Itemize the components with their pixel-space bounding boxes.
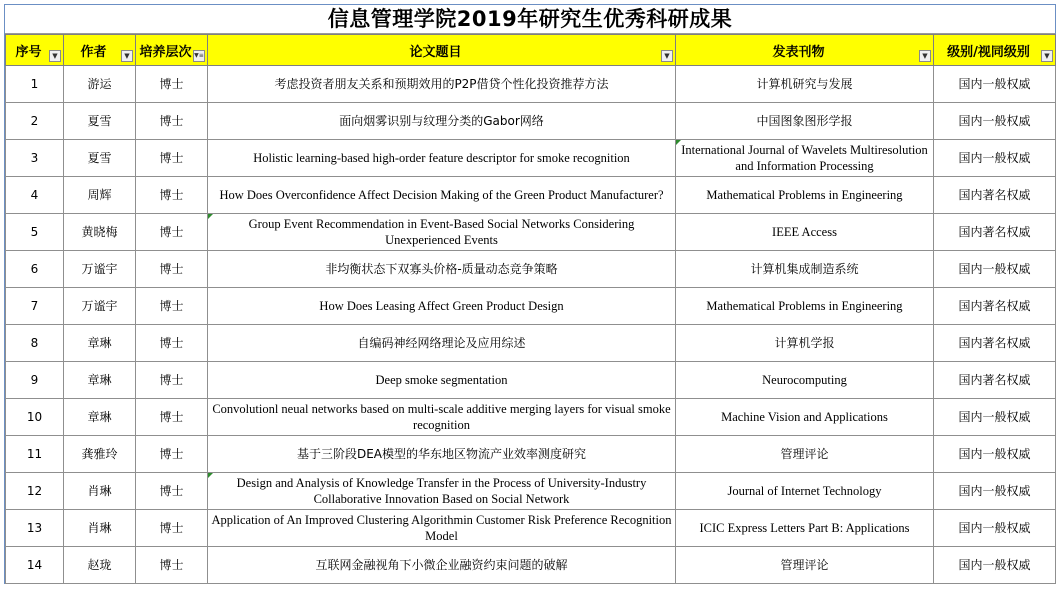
cell-journal[interactable]: International Journal of Wavelets Multiresolution and Information Processing bbox=[676, 140, 934, 177]
table-row bbox=[6, 214, 1056, 251]
cell-author[interactable]: 周辉 bbox=[64, 177, 136, 214]
cell-author[interactable]: 肖琳 bbox=[64, 510, 136, 547]
cell-title[interactable]: Group Event Recommendation in Event-Based Social Networks Considering Unexperienced Events bbox=[208, 214, 676, 251]
cell-no[interactable]: 3 bbox=[6, 140, 64, 177]
cell-title[interactable]: 面向烟雾识别与纹理分类的Gabor网络 bbox=[208, 103, 676, 140]
table-row bbox=[6, 103, 1056, 140]
cell-author[interactable]: 夏雪 bbox=[64, 140, 136, 177]
cell-no[interactable]: 4 bbox=[6, 177, 64, 214]
cell-level[interactable]: 博士 bbox=[136, 473, 208, 510]
cell-grade[interactable]: 国内著名权威 bbox=[934, 362, 1056, 399]
cell-journal[interactable]: 管理评论 bbox=[676, 547, 934, 584]
cell-no[interactable]: 10 bbox=[6, 399, 64, 436]
cell-level[interactable]: 博士 bbox=[136, 103, 208, 140]
table-row bbox=[6, 140, 1056, 177]
cell-author[interactable]: 黄晓梅 bbox=[64, 214, 136, 251]
cell-title[interactable]: Deep smoke segmentation bbox=[208, 362, 676, 399]
cell-level[interactable]: 博士 bbox=[136, 510, 208, 547]
table-row bbox=[6, 288, 1056, 325]
cell-title[interactable]: Application of An Improved Clustering Algorithmin Customer Risk Preference Recognition Model bbox=[208, 510, 676, 547]
cell-level[interactable]: 博士 bbox=[136, 399, 208, 436]
cell-author[interactable]: 龚雅玲 bbox=[64, 436, 136, 473]
cell-journal[interactable]: Neurocomputing bbox=[676, 362, 934, 399]
comment-marker-icon bbox=[208, 214, 213, 219]
cell-grade[interactable]: 国内一般权威 bbox=[934, 473, 1056, 510]
cell-author[interactable]: 章琳 bbox=[64, 399, 136, 436]
table-row bbox=[6, 325, 1056, 362]
cell-grade[interactable]: 国内著名权威 bbox=[934, 288, 1056, 325]
table-row bbox=[6, 510, 1056, 547]
table-body bbox=[6, 66, 1056, 584]
table-row bbox=[6, 547, 1056, 584]
header-grade[interactable]: 级别/视同级别 ▼ bbox=[934, 35, 1056, 66]
cell-grade[interactable]: 国内一般权威 bbox=[934, 66, 1056, 103]
cell-no[interactable]: 6 bbox=[6, 251, 64, 288]
cell-journal[interactable]: Mathematical Problems in Engineering bbox=[676, 288, 934, 325]
cell-journal[interactable]: IEEE Access bbox=[676, 214, 934, 251]
spreadsheet bbox=[4, 4, 1056, 584]
cell-no[interactable]: 11 bbox=[6, 436, 64, 473]
cell-no[interactable]: 12 bbox=[6, 473, 64, 510]
cell-journal[interactable]: 管理评论 bbox=[676, 436, 934, 473]
cell-grade[interactable]: 国内一般权威 bbox=[934, 547, 1056, 584]
cell-author[interactable]: 赵珑 bbox=[64, 547, 136, 584]
cell-journal[interactable]: 计算机学报 bbox=[676, 325, 934, 362]
header-title[interactable]: 论文题目 ▼ bbox=[208, 35, 676, 66]
cell-grade[interactable]: 国内一般权威 bbox=[934, 251, 1056, 288]
filter-dropdown-icon[interactable]: ▼ bbox=[49, 50, 61, 62]
cell-level[interactable]: 博士 bbox=[136, 436, 208, 473]
cell-grade[interactable]: 国内一般权威 bbox=[934, 436, 1056, 473]
table-row bbox=[6, 362, 1056, 399]
cell-no[interactable]: 14 bbox=[6, 547, 64, 584]
cell-author[interactable]: 肖琳 bbox=[64, 473, 136, 510]
cell-level[interactable]: 博士 bbox=[136, 362, 208, 399]
header-row bbox=[6, 35, 1056, 66]
cell-grade[interactable]: 国内一般权威 bbox=[934, 140, 1056, 177]
cell-author[interactable]: 游运 bbox=[64, 66, 136, 103]
cell-title[interactable]: How Does Leasing Affect Green Product Design bbox=[208, 288, 676, 325]
filter-dropdown-icon[interactable]: ▼ bbox=[919, 50, 931, 62]
cell-journal[interactable]: Mathematical Problems in Engineering bbox=[676, 177, 934, 214]
filter-dropdown-icon[interactable]: ▼ bbox=[1041, 50, 1053, 62]
cell-level[interactable]: 博士 bbox=[136, 251, 208, 288]
table-row bbox=[6, 473, 1056, 510]
header-no[interactable]: 序号 ▼ bbox=[6, 35, 64, 66]
cell-title[interactable]: 非均衡状态下双寡头价格-质量动态竞争策略 bbox=[208, 251, 676, 288]
cell-grade[interactable]: 国内著名权威 bbox=[934, 177, 1056, 214]
cell-level[interactable]: 博士 bbox=[136, 214, 208, 251]
cell-author[interactable]: 章琳 bbox=[64, 362, 136, 399]
cell-title[interactable]: 考虑投资者朋友关系和预期效用的P2P借贷个性化投资推荐方法 bbox=[208, 66, 676, 103]
cell-grade[interactable]: 国内一般权威 bbox=[934, 103, 1056, 140]
cell-title[interactable]: How Does Overconfidence Affect Decision Making of the Green Product Manufacturer? bbox=[208, 177, 676, 214]
cell-grade[interactable]: 国内著名权威 bbox=[934, 325, 1056, 362]
cell-title[interactable]: Convolutionl neual networks based on multi-scale additive merging layers for visual smoke recognition bbox=[208, 399, 676, 436]
cell-title[interactable]: 基于三阶段DEA模型的华东地区物流产业效率测度研究 bbox=[208, 436, 676, 473]
header-journal[interactable]: 发表刊物 ▼ bbox=[676, 35, 934, 66]
table-row bbox=[6, 436, 1056, 473]
cell-grade[interactable]: 国内著名权威 bbox=[934, 214, 1056, 251]
cell-journal[interactable]: 中国图象图形学报 bbox=[676, 103, 934, 140]
cell-author[interactable]: 万谧宇 bbox=[64, 251, 136, 288]
table-row bbox=[6, 399, 1056, 436]
comment-marker-icon bbox=[676, 140, 681, 145]
header-level[interactable]: 培养层次 ▼≡ bbox=[136, 35, 208, 66]
table-row bbox=[6, 251, 1056, 288]
cell-no[interactable]: 2 bbox=[6, 103, 64, 140]
cell-title[interactable]: Design and Analysis of Knowledge Transfer in the Process of University-Industry Collaborative Innovation Based on Social Network bbox=[208, 473, 676, 510]
table-row bbox=[6, 177, 1056, 214]
cell-no[interactable]: 8 bbox=[6, 325, 64, 362]
cell-grade[interactable]: 国内一般权威 bbox=[934, 399, 1056, 436]
sheet-title: 信息管理学院2019年研究生优秀科研成果 bbox=[5, 5, 1055, 34]
cell-no[interactable]: 7 bbox=[6, 288, 64, 325]
cell-level[interactable]: 博士 bbox=[136, 547, 208, 584]
filter-dropdown-icon[interactable]: ▼ bbox=[661, 50, 673, 62]
header-author[interactable]: 作者 ▼ bbox=[64, 35, 136, 66]
cell-author[interactable]: 夏雪 bbox=[64, 103, 136, 140]
cell-title[interactable]: Holistic learning-based high-order feature descriptor for smoke recognition bbox=[208, 140, 676, 177]
cell-level[interactable]: 博士 bbox=[136, 288, 208, 325]
sort-filter-icon[interactable]: ▼≡ bbox=[193, 50, 205, 62]
results-table bbox=[5, 34, 1056, 584]
cell-level[interactable]: 博士 bbox=[136, 66, 208, 103]
cell-no[interactable]: 5 bbox=[6, 214, 64, 251]
cell-level[interactable]: 博士 bbox=[136, 177, 208, 214]
cell-no[interactable]: 1 bbox=[6, 66, 64, 103]
cell-author[interactable]: 万谧宇 bbox=[64, 288, 136, 325]
cell-journal[interactable]: Machine Vision and Applications bbox=[676, 399, 934, 436]
cell-title[interactable]: 互联网金融视角下小微企业融资约束问题的破解 bbox=[208, 547, 676, 584]
cell-author[interactable]: 章琳 bbox=[64, 325, 136, 362]
table-row bbox=[6, 66, 1056, 103]
comment-marker-icon bbox=[208, 473, 213, 478]
cell-level[interactable]: 博士 bbox=[136, 140, 208, 177]
cell-no[interactable]: 9 bbox=[6, 362, 64, 399]
cell-no[interactable]: 13 bbox=[6, 510, 64, 547]
cell-journal[interactable]: 计算机研究与发展 bbox=[676, 66, 934, 103]
filter-dropdown-icon[interactable]: ▼ bbox=[121, 50, 133, 62]
cell-level[interactable]: 博士 bbox=[136, 325, 208, 362]
cell-journal[interactable]: ICIC Express Letters Part B: Applications bbox=[676, 510, 934, 547]
cell-journal[interactable]: Journal of Internet Technology bbox=[676, 473, 934, 510]
cell-title[interactable]: 自编码神经网络理论及应用综述 bbox=[208, 325, 676, 362]
cell-journal[interactable]: 计算机集成制造系统 bbox=[676, 251, 934, 288]
cell-grade[interactable]: 国内一般权威 bbox=[934, 510, 1056, 547]
